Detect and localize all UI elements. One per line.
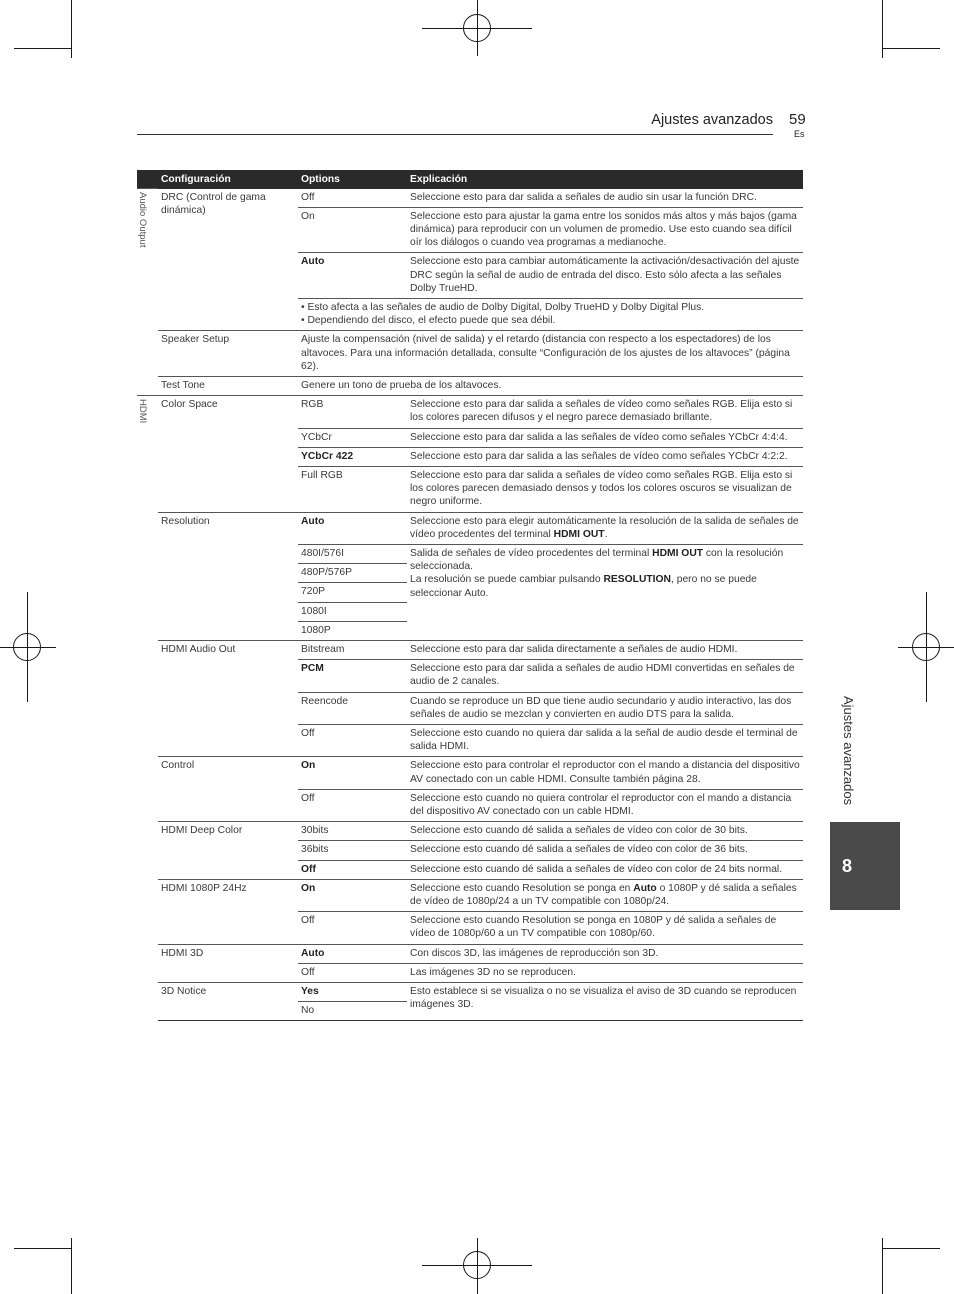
option-value: Off <box>298 963 407 982</box>
option-value: Reencode <box>298 692 407 724</box>
setting-name: HDMI 3D <box>158 944 298 982</box>
setting-explanation: Ajuste la compensación (nivel de salida) y el retardo (distancia con respecto a los espectadores) de los altavoces. Para una información detallada, consulte “Configuración de los ajustes de los altavoces” (página 62). <box>298 331 803 377</box>
option-value-default: PCM <box>298 660 407 692</box>
table-row <box>137 396 803 428</box>
option-value: Bitstream <box>298 640 407 659</box>
crop-mark <box>71 0 72 58</box>
group-label-audio-text: Audio Output <box>137 192 148 248</box>
option-value: Full RGB <box>298 466 407 512</box>
option-explanation: Seleccione esto para ajustar la gama entre los sonidos más altos y más bajos (gama dinámica) para reproducir con un volumen de promedio. Use esto cuando sea difícil oír los diálogos o cuando vea programas a medianoche. <box>407 207 803 253</box>
language-code: Es <box>794 129 805 139</box>
option-explanation: Seleccione esto cuando no quiera dar salida a la señal de audio desde el terminal de salida HDMI. <box>407 725 803 757</box>
table-row <box>137 983 803 1002</box>
notes-list <box>301 301 800 327</box>
option-explanation: Seleccione esto para dar salida a señales de audio sin usar la función DRC. <box>410 191 757 203</box>
option-value-default: YCbCr 422 <box>298 447 407 466</box>
terminal-name: HDMI OUT <box>553 528 605 540</box>
explanation-text: Seleccione esto cuando Resolution se ponga en <box>410 882 634 894</box>
setting-name: HDMI Deep Color <box>158 822 298 880</box>
crop-mark <box>14 1248 72 1249</box>
option-value: 30bits <box>298 822 407 841</box>
option-value: On <box>298 207 407 253</box>
setting-name: 3D Notice <box>158 983 298 1021</box>
registration-mark <box>463 14 491 42</box>
button-name: RESOLUTION <box>603 574 671 586</box>
setting-value-name: Auto <box>633 882 657 894</box>
table-header-row <box>137 170 803 189</box>
table-row <box>137 879 803 911</box>
explanation-text: o 1080P y dé salida a señales de vídeo de 1080p/24 a un TV compatible con 1080p/24. <box>410 882 797 908</box>
option-explanation <box>407 879 803 911</box>
option-value-default: Yes <box>298 983 407 1002</box>
option-value-default: On <box>298 879 407 911</box>
crop-mark <box>71 1238 72 1294</box>
table-row <box>137 512 803 544</box>
option-explanation <box>407 512 803 544</box>
crop-mark <box>882 0 883 58</box>
note-item: • Dependiendo del disco, el efecto puede que sea débil. <box>301 314 800 327</box>
option-value: Off <box>298 912 407 944</box>
column-header-explanation: Explicación <box>407 170 803 189</box>
option-value: 480I/576I <box>298 544 407 563</box>
registration-mark <box>13 633 41 661</box>
explanation-text: Salida de señales de vídeo procedentes del terminal <box>410 547 653 559</box>
option-value: 480P/576P <box>298 564 407 583</box>
option-explanation: Seleccione esto para dar salida a señales de audio HDMI convertidas en señales de audio de 2 canales. <box>407 660 803 692</box>
option-value: Off <box>298 725 407 757</box>
registration-mark <box>463 1251 491 1279</box>
option-value: 720P <box>298 583 407 602</box>
chapter-number: 8 <box>842 856 853 876</box>
terminal-name: HDMI OUT <box>652 547 704 559</box>
column-header-setting: Configuración <box>158 170 298 189</box>
crop-mark <box>14 48 72 49</box>
explanation-text: . <box>604 528 608 540</box>
setting-name: Speaker Setup <box>158 331 298 377</box>
setting-name: Test Tone <box>158 376 298 395</box>
explanation-text: La resolución se puede cambiar pulsando <box>410 574 604 586</box>
option-explanation: Las imágenes 3D no se reproducen. <box>407 963 803 982</box>
option-explanation: Seleccione esto para cambiar automáticamente la activación/desactivación del ajuste DRC según la señal de audio de entrada del disco. Esto sólo afecta a las señales Dolby TrueHD. <box>407 253 803 299</box>
table-row <box>137 822 803 841</box>
option-value: 1080I <box>298 602 407 621</box>
settings-table <box>137 170 803 1021</box>
table-header-spacer <box>137 170 158 189</box>
option-value: No <box>298 1002 407 1021</box>
crop-mark <box>882 48 940 49</box>
crop-mark <box>882 1248 940 1249</box>
table-row <box>137 757 803 789</box>
option-explanation: Seleccione esto para dar salida a las señales de vídeo como señales YCbCr 4:4:4. <box>407 428 803 447</box>
registration-mark <box>912 633 940 661</box>
note-item: • Esto afecta a las señales de audio de Dolby Digital, Dolby TrueHD y Dolby Digital Plus. <box>301 301 800 314</box>
option-value: RGB <box>298 396 407 428</box>
option-value: Off <box>298 789 407 821</box>
header-rule <box>137 134 773 135</box>
setting-name: HDMI Audio Out <box>158 640 298 756</box>
setting-name: Color Space <box>158 396 298 512</box>
table-row <box>137 331 803 377</box>
option-explanation: Esto establece si se visualiza o no se visualiza el aviso de 3D cuando se reproducen imágenes 3D. <box>407 983 803 1021</box>
setting-name: Resolution <box>158 512 298 640</box>
group-label-audio <box>137 189 158 396</box>
table-row <box>137 189 803 208</box>
option-explanation: Seleccione esto para controlar el reproductor con el mando a distancia del dispositivo AV conectado con un cable HDMI. Consulte también página 28. <box>407 757 803 789</box>
option-explanation: Seleccione esto para dar salida a las señales de vídeo como señales YCbCr 4:2:2. <box>407 447 803 466</box>
side-chapter-label-text: Ajustes avanzados <box>841 696 856 806</box>
option-explanation: Seleccione esto cuando dé salida a señales de vídeo con color de 24 bits normal. <box>407 860 803 879</box>
page-number: 59 <box>789 111 806 128</box>
option-value-default: Auto <box>298 944 407 963</box>
setting-name: DRC (Control de gama dinámica) <box>161 191 266 216</box>
explanation-text: Seleccione esto para elegir automáticamente la resolución de la salida de señales de vídeo procedentes del terminal <box>410 515 799 540</box>
option-value: Off <box>301 191 315 203</box>
column-header-options: Options <box>298 170 407 189</box>
option-explanation: Seleccione esto para dar salida a señales de vídeo como señales RGB. Elija esto si los colores parecen difusos y el negro parece demasiado brillante. <box>407 396 803 428</box>
option-explanation: Con discos 3D, las imágenes de reproducción son 3D. <box>407 944 803 963</box>
running-header-title: Ajustes avanzados <box>651 112 773 128</box>
explanation-text: , pero no se puede seleccionar Auto. <box>410 574 757 599</box>
setting-name: HDMI 1080P 24Hz <box>158 879 298 944</box>
group-label-hdmi <box>137 396 158 1021</box>
option-value: 1080P <box>298 621 407 640</box>
setting-name: Control <box>158 757 298 822</box>
group-label-hdmi-text: HDMI <box>137 399 148 424</box>
table-row <box>137 376 803 395</box>
option-explanation: Seleccione esto cuando no quiera controlar el reproductor con el mando a distancia del dispositivo AV conectado con un cable HDMI. <box>407 789 803 821</box>
table-row <box>137 640 803 659</box>
setting-explanation: Genere un tono de prueba de los altavoces. <box>298 376 803 395</box>
table-row <box>137 944 803 963</box>
option-value: 36bits <box>298 841 407 860</box>
option-explanation: Seleccione esto cuando dé salida a señales de vídeo con color de 30 bits. <box>407 822 803 841</box>
option-explanation: Seleccione esto cuando dé salida a señales de vídeo con color de 36 bits. <box>407 841 803 860</box>
option-value-default: Off <box>298 860 407 879</box>
option-explanation: Seleccione esto para dar salida a señales de vídeo como señales RGB. Elija esto si los colores parecen demasiado densos y todos los colores oscuros se visualizan de negro uniforme. <box>407 466 803 512</box>
option-value: YCbCr <box>298 428 407 447</box>
chapter-tab <box>830 822 900 910</box>
option-explanation: Seleccione esto para dar salida directamente a señales de audio HDMI. <box>407 640 803 659</box>
option-value-default: On <box>298 757 407 789</box>
notes-cell <box>298 298 803 330</box>
option-explanation: Cuando se reproduce un BD que tiene audio secundario y audio interactivo, las dos señales de audio se mezclan y convierten en audio DTS para la salida. <box>407 692 803 724</box>
option-value-default: Auto <box>298 253 407 299</box>
side-chapter-label <box>840 696 860 816</box>
option-explanation <box>407 544 803 640</box>
crop-mark <box>882 1238 883 1294</box>
option-value-default: Auto <box>298 512 407 544</box>
explanation-text: con la resolución seleccionada. <box>410 547 784 573</box>
option-explanation: Seleccione esto cuando Resolution se ponga en 1080P y dé salida a señales de vídeo de 1080p/60 a un TV compatible con 1080p/60. <box>407 912 803 944</box>
